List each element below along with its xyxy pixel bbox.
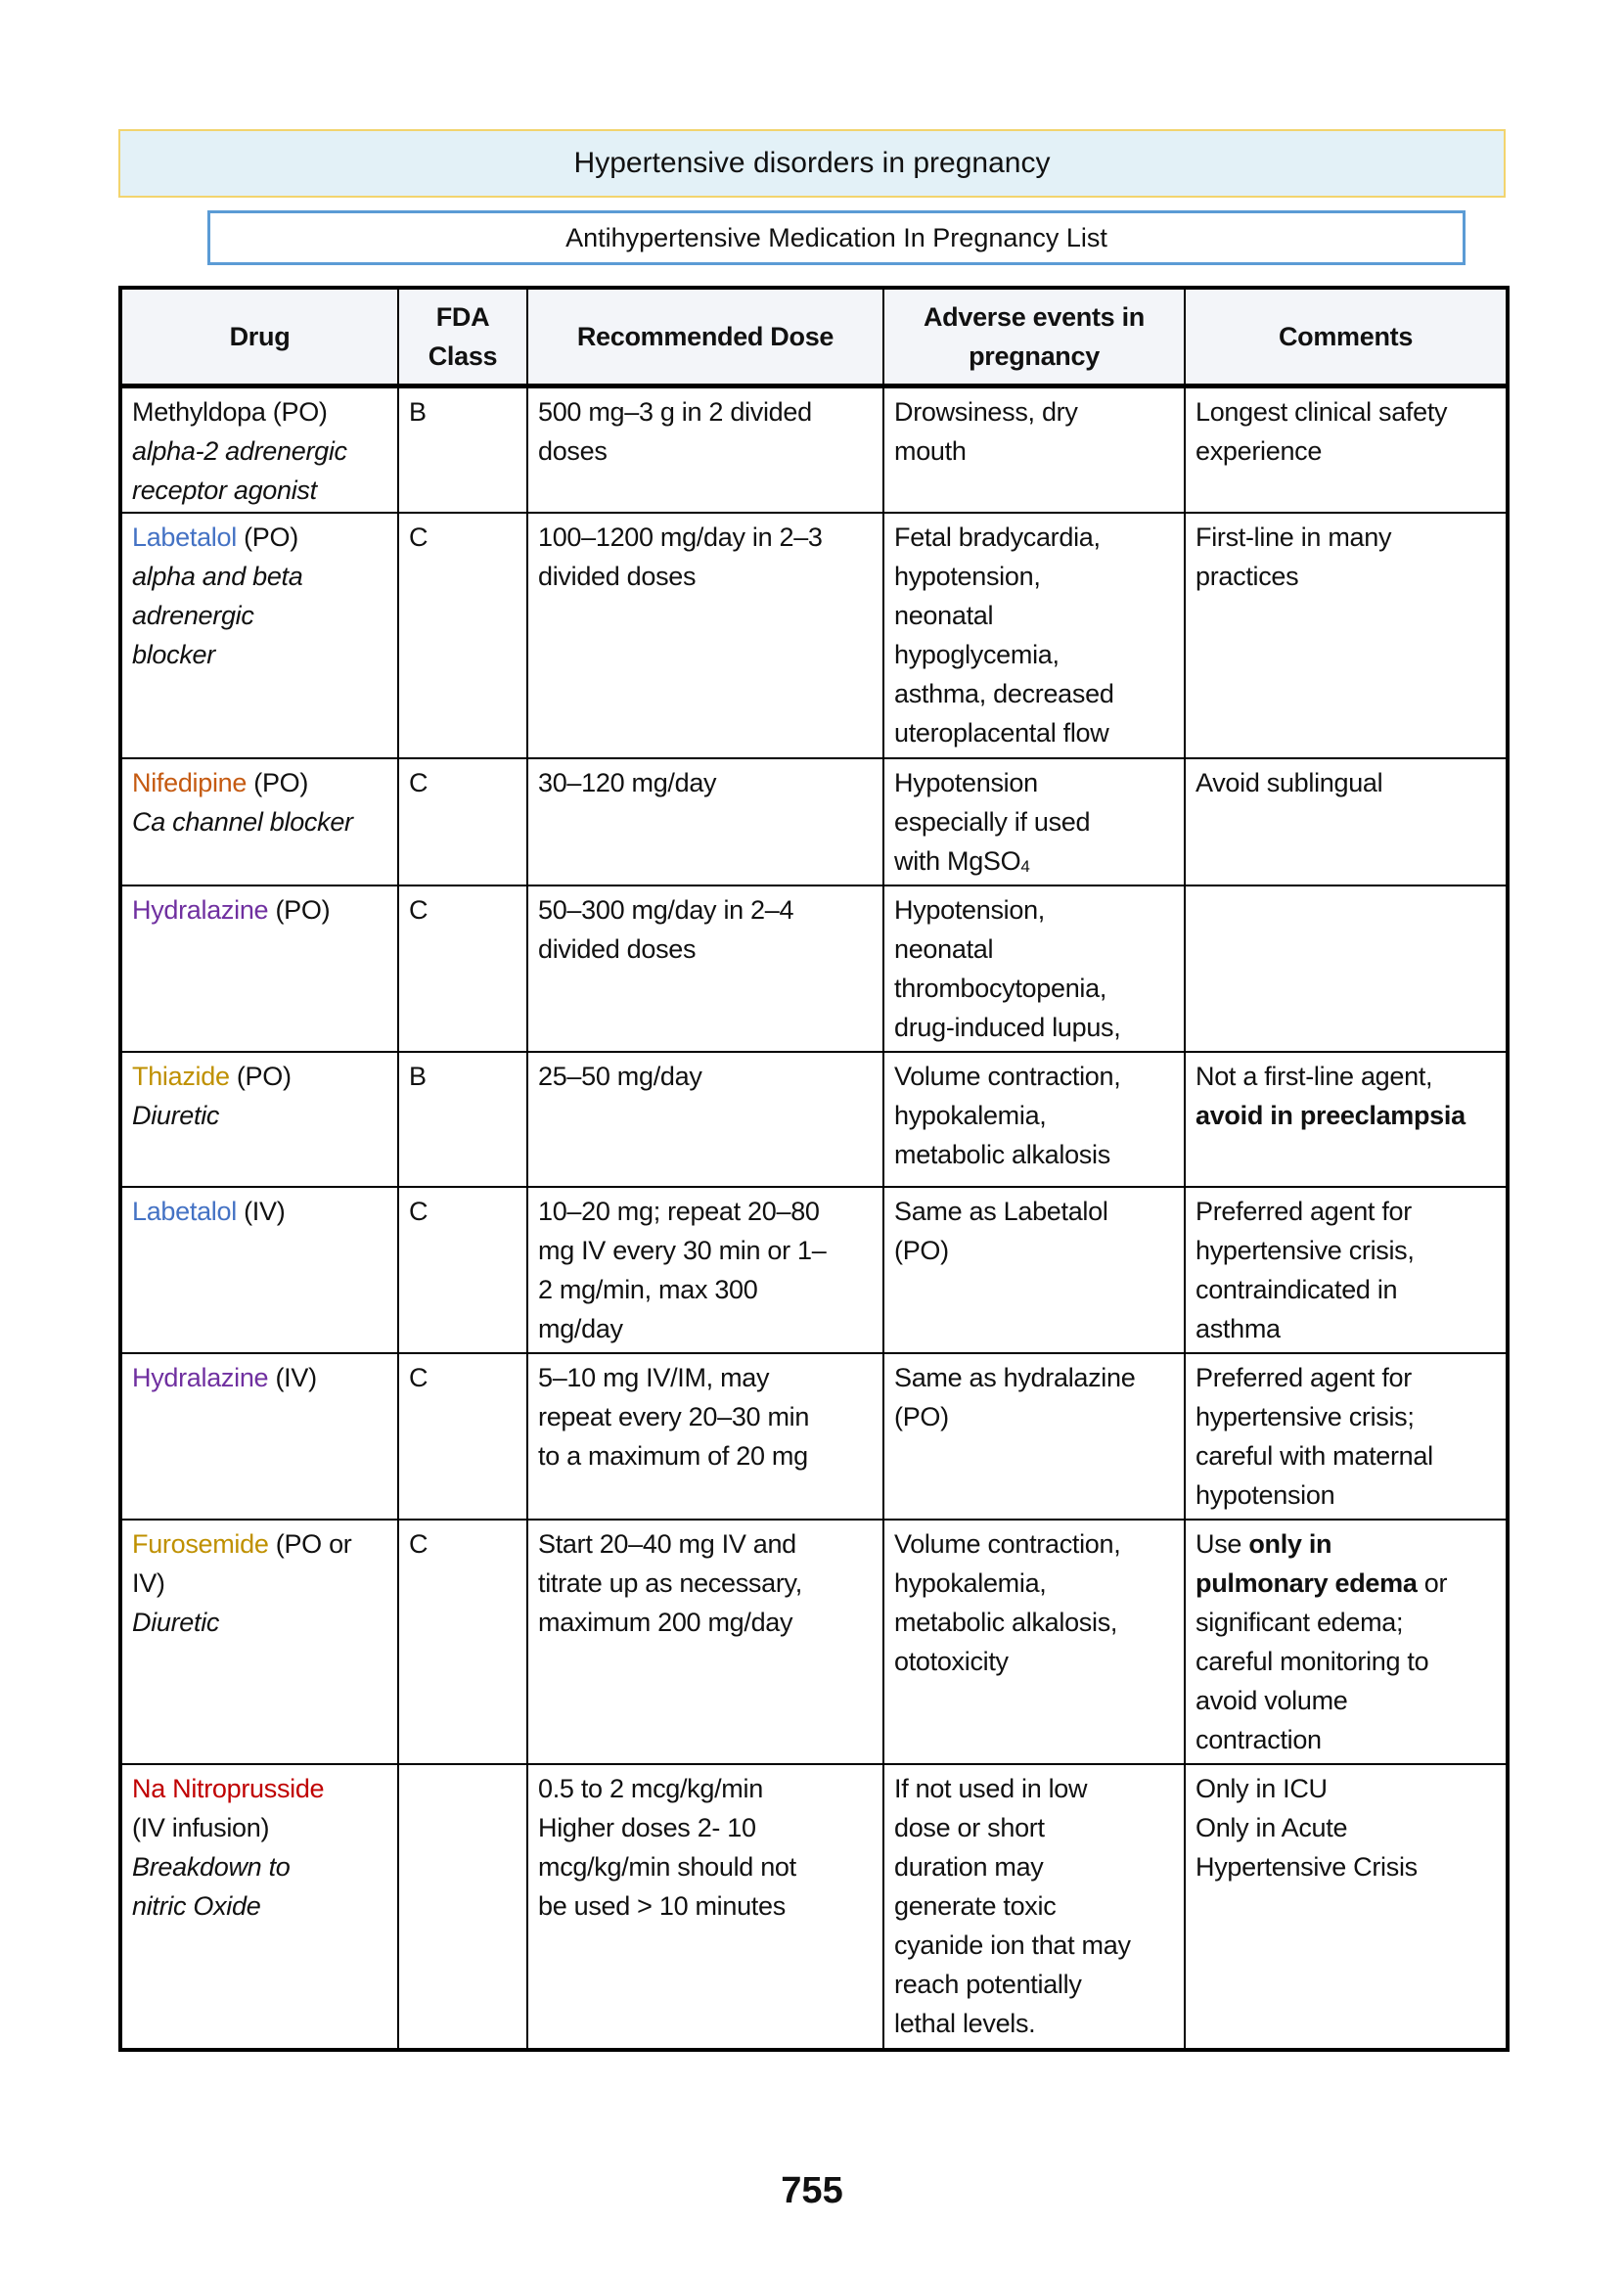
column-header-drug: Drug — [120, 288, 398, 386]
cell-line — [894, 1096, 1176, 1135]
cell-text: to a maximum of 20 mg — [538, 1441, 808, 1471]
cell-text: ototoxicity — [894, 1647, 1009, 1676]
cell-line — [132, 392, 389, 431]
cell-line — [538, 518, 875, 557]
cell-text: hypertensive crisis, — [1195, 1236, 1415, 1265]
cell-line — [1195, 1397, 1498, 1436]
cell-line — [894, 392, 1176, 431]
cell-text: mg IV every 30 min or 1– — [538, 1236, 827, 1265]
dose-cell — [527, 513, 883, 758]
adverse-events-cell — [883, 1764, 1185, 2050]
drug-name: Hydralazine — [132, 1363, 269, 1392]
cell-text: 50–300 mg/day in 2–4 — [538, 895, 794, 925]
table-caption: Antihypertensive Medication In Pregnancy List — [565, 222, 1107, 252]
cell-text: with MgSO — [894, 846, 1021, 876]
cell-line — [1195, 1720, 1498, 1759]
cell-text: (PO) — [894, 1402, 949, 1431]
cell-line — [538, 1436, 875, 1476]
cell-text: C — [409, 895, 429, 925]
dose-cell — [527, 885, 883, 1052]
drug-name: Labetalol — [132, 522, 237, 552]
cell-line — [409, 763, 519, 802]
cell-text: Higher doses 2- 10 — [538, 1813, 756, 1842]
cell-line — [538, 1397, 875, 1436]
drug-cell — [120, 885, 398, 1052]
column-header-comments: Comments — [1185, 288, 1508, 386]
adverse-events-cell — [883, 1353, 1185, 1520]
cell-line — [409, 1057, 519, 1096]
cell-text: divided doses — [538, 934, 697, 964]
cell-line — [894, 1769, 1176, 1808]
cell-text: cyanide ion that may — [894, 1930, 1131, 1960]
cell-line — [538, 1524, 875, 1564]
comments-cell — [1185, 758, 1508, 885]
cell-text: contraction — [1195, 1725, 1322, 1754]
table-row — [120, 885, 1508, 1052]
cell-line — [894, 1231, 1176, 1270]
cell-line — [894, 1564, 1176, 1603]
cell-line — [894, 763, 1176, 802]
cell-text: Start 20–40 mg IV and — [538, 1529, 796, 1559]
dose-cell — [527, 1187, 883, 1353]
cell-line — [1195, 1847, 1498, 1886]
adverse-events-cell — [883, 386, 1185, 513]
cell-text: hypokalemia, — [894, 1568, 1047, 1598]
cell-line — [1195, 1524, 1498, 1564]
cell-text: (PO) — [229, 1062, 292, 1091]
cell-line — [1195, 431, 1498, 471]
cell-text: 25–50 mg/day — [538, 1062, 702, 1091]
cell-text: asthma — [1195, 1314, 1281, 1343]
cell-text: Volume contraction, — [894, 1062, 1121, 1091]
cell-text: 500 mg–3 g in 2 divided — [538, 396, 812, 427]
cell-line — [538, 1270, 875, 1309]
cell-line — [538, 1309, 875, 1348]
drug-name: Thiazide — [132, 1062, 230, 1091]
cell-text: mg/day — [538, 1314, 623, 1343]
cell-text: doses — [538, 435, 608, 466]
dose-cell — [527, 1353, 883, 1520]
cell-text: be used > 10 minutes — [538, 1891, 786, 1921]
cell-line — [1195, 1231, 1498, 1270]
cell-text: Hypotension, — [894, 895, 1045, 925]
cell-line — [1195, 1436, 1498, 1476]
cell-line — [1195, 1769, 1498, 1808]
table-row — [120, 1052, 1508, 1187]
cell-text: 0.5 to 2 mcg/kg/min — [538, 1774, 763, 1803]
cell-text: IV) — [132, 1568, 165, 1598]
cell-line — [132, 1564, 389, 1603]
cell-line — [1195, 557, 1498, 596]
page-title: Hypertensive disorders in pregnancy — [573, 147, 1051, 179]
cell-text: alpha-2 adrenergic — [132, 435, 347, 466]
cell-text: 100–1200 mg/day in 2–3 — [538, 522, 823, 552]
cell-text: asthma, decreased — [894, 679, 1114, 708]
cell-line — [1195, 763, 1498, 802]
cell-text: Same as Labetalol — [894, 1197, 1108, 1226]
cell-text: Use — [1195, 1529, 1249, 1559]
cell-line — [1195, 1642, 1498, 1681]
adverse-events-cell — [883, 513, 1185, 758]
cell-text: significant edema; — [1195, 1608, 1404, 1637]
cell-text: or — [1417, 1568, 1448, 1598]
drug-name: Nifedipine — [132, 768, 248, 797]
cell-text: 10–20 mg; repeat 20–80 — [538, 1197, 820, 1226]
cell-line — [894, 802, 1176, 841]
drug-cell — [120, 1187, 398, 1353]
cell-text: reach potentially — [894, 1970, 1082, 1999]
table-row — [120, 758, 1508, 885]
cell-line — [1195, 1057, 1498, 1096]
fda-class-cell — [398, 1052, 527, 1187]
drug-cell — [120, 1764, 398, 2050]
cell-line — [894, 890, 1176, 930]
comments-cell — [1185, 513, 1508, 758]
cell-text: careful monitoring to — [1195, 1647, 1429, 1676]
cell-text: B — [409, 1062, 427, 1091]
cell-line — [538, 763, 875, 802]
cell-line — [409, 1358, 519, 1397]
cell-line — [1195, 518, 1498, 557]
cell-text: Avoid sublingual — [1195, 768, 1383, 797]
table-row — [120, 1353, 1508, 1520]
column-header-dose: Recommended Dose — [527, 288, 883, 386]
cell-line — [538, 890, 875, 930]
cell-line — [894, 1358, 1176, 1397]
cell-line — [132, 471, 389, 510]
cell-line — [894, 1965, 1176, 2004]
cell-line — [894, 969, 1176, 1008]
cell-line — [894, 1847, 1176, 1886]
drug-cell — [120, 1052, 398, 1187]
cell-line — [132, 1808, 389, 1847]
cell-text: titrate up as necessary, — [538, 1568, 802, 1598]
cell-line — [894, 713, 1176, 752]
cell-line — [894, 1057, 1176, 1096]
cell-text: blocker — [132, 640, 215, 669]
cell-text: hypertensive crisis; — [1195, 1402, 1415, 1431]
adverse-events-cell — [883, 758, 1185, 885]
comments-cell — [1185, 386, 1508, 513]
cell-line — [409, 1524, 519, 1564]
cell-text: Fetal bradycardia, — [894, 522, 1101, 552]
cell-text: experience — [1195, 435, 1323, 466]
cell-text: Only in Acute — [1195, 1813, 1348, 1842]
cell-text: Same as hydralazine — [894, 1363, 1136, 1392]
drug-name: Hydralazine — [132, 895, 269, 925]
drug-name: Labetalol — [132, 1197, 237, 1226]
cell-line — [538, 1057, 875, 1096]
cell-line — [894, 557, 1176, 596]
fda-class-cell — [398, 885, 527, 1052]
adverse-events-cell — [883, 1052, 1185, 1187]
cell-line — [894, 518, 1176, 557]
cell-line — [894, 635, 1176, 674]
fda-class-cell — [398, 758, 527, 885]
cell-line — [894, 1926, 1176, 1965]
cell-line — [132, 1603, 389, 1642]
cell-text: B — [409, 396, 427, 427]
cell-text: Only in ICU — [1195, 1774, 1328, 1803]
cell-line — [538, 557, 875, 596]
cell-line — [132, 1524, 389, 1564]
cell-text: (IV) — [236, 1197, 286, 1226]
cell-line — [1195, 1681, 1498, 1720]
cell-text: 5–10 mg IV/IM, may — [538, 1363, 770, 1392]
cell-text: avoid in preeclampsia — [1195, 1101, 1466, 1130]
comments-cell — [1185, 1520, 1508, 1764]
cell-text: receptor agonist — [132, 475, 317, 505]
comments-cell — [1185, 1764, 1508, 2050]
cell-text: lethal levels. — [894, 2009, 1036, 2038]
cell-text: Ca channel blocker — [132, 807, 353, 837]
table-row — [120, 386, 1508, 513]
cell-line — [538, 392, 875, 431]
cell-line — [894, 431, 1176, 471]
cell-line — [132, 890, 389, 930]
medication-table — [118, 286, 1510, 2052]
cell-text: Preferred agent for — [1195, 1197, 1412, 1226]
cell-line — [409, 1192, 519, 1231]
drug-cell — [120, 758, 398, 885]
cell-text: hypoglycemia, — [894, 640, 1060, 669]
cell-line — [1195, 1476, 1498, 1515]
cell-line — [132, 1769, 389, 1808]
cell-line — [132, 1096, 389, 1135]
page-title-banner — [118, 129, 1506, 198]
cell-line — [132, 518, 389, 557]
table-header-row — [120, 288, 1508, 386]
column-header-adverse-events: Adverse events in pregnancy — [883, 288, 1185, 386]
cell-line — [894, 1192, 1176, 1231]
cell-text: hypotension — [1195, 1480, 1335, 1510]
table-row — [120, 1520, 1508, 1764]
cell-line — [132, 1886, 389, 1926]
fda-class-cell — [398, 1187, 527, 1353]
comments-cell — [1185, 1052, 1508, 1187]
cell-text: Diuretic — [132, 1101, 220, 1130]
drug-name: Na Nitroprusside — [132, 1774, 325, 1803]
cell-line — [132, 802, 389, 841]
cell-line — [132, 1847, 389, 1886]
cell-text: nitric Oxide — [132, 1891, 261, 1921]
cell-line — [132, 763, 389, 802]
adverse-events-cell — [883, 1187, 1185, 1353]
cell-line — [409, 890, 519, 930]
dose-cell — [527, 758, 883, 885]
cell-text: duration may — [894, 1852, 1044, 1882]
cell-text: C — [409, 1529, 429, 1559]
comments-cell — [1185, 1187, 1508, 1353]
cell-text: metabolic alkalosis, — [894, 1608, 1118, 1637]
cell-text: 30–120 mg/day — [538, 768, 717, 797]
cell-line — [894, 596, 1176, 635]
cell-line — [538, 1564, 875, 1603]
cell-text: metabolic alkalosis — [894, 1140, 1110, 1169]
cell-text: contraindicated in — [1195, 1275, 1398, 1304]
cell-text: (PO) — [247, 768, 309, 797]
cell-text: practices — [1195, 562, 1299, 591]
table-row — [120, 513, 1508, 758]
cell-text: (IV) — [268, 1363, 317, 1392]
cell-line — [894, 1886, 1176, 1926]
cell-text: dose or short — [894, 1813, 1045, 1842]
cell-text: neonatal — [894, 601, 994, 630]
cell-line — [1195, 1096, 1498, 1135]
cell-line — [132, 1192, 389, 1231]
table-row — [120, 1764, 1508, 2050]
cell-text: hypotension, — [894, 562, 1041, 591]
cell-line — [1195, 1808, 1498, 1847]
cell-text: C — [409, 522, 429, 552]
adverse-events-cell — [883, 1520, 1185, 1764]
cell-text: neonatal — [894, 934, 994, 964]
cell-text: thrombocytopenia, — [894, 974, 1107, 1003]
cell-text: Breakdown to — [132, 1852, 291, 1882]
cell-line — [132, 557, 389, 596]
cell-text: Volume contraction, — [894, 1529, 1121, 1559]
drug-name: Furosemide — [132, 1529, 269, 1559]
cell-line — [538, 431, 875, 471]
cell-line — [894, 1524, 1176, 1564]
cell-line — [538, 1808, 875, 1847]
dose-cell — [527, 386, 883, 513]
dose-cell — [527, 1520, 883, 1764]
fda-class-cell — [398, 1764, 527, 2050]
cell-line — [1195, 1192, 1498, 1231]
cell-text: Methyldopa (PO) — [132, 396, 328, 427]
cell-line — [132, 1057, 389, 1096]
cell-text: Diuretic — [132, 1608, 220, 1637]
subscript: 4 — [1020, 857, 1030, 876]
cell-text: Longest clinical safety — [1195, 396, 1448, 427]
cell-text: alpha and beta — [132, 562, 303, 591]
cell-text: generate toxic — [894, 1891, 1057, 1921]
cell-text: C — [409, 1363, 429, 1392]
cell-text: Hypertensive Crisis — [1195, 1852, 1418, 1882]
cell-text: (IV infusion) — [132, 1813, 270, 1842]
cell-line — [132, 596, 389, 635]
cell-line — [894, 2004, 1176, 2043]
cell-line — [894, 930, 1176, 969]
fda-class-cell — [398, 1353, 527, 1520]
cell-text: repeat every 20–30 min — [538, 1402, 810, 1431]
cell-line — [894, 1135, 1176, 1174]
cell-line — [132, 1358, 389, 1397]
cell-line — [538, 1886, 875, 1926]
cell-text: avoid volume — [1195, 1686, 1348, 1715]
cell-line — [538, 1231, 875, 1270]
cell-line — [894, 1808, 1176, 1847]
cell-text: (PO) — [894, 1236, 949, 1265]
drug-cell — [120, 1353, 398, 1520]
dose-cell — [527, 1052, 883, 1187]
cell-line — [894, 1008, 1176, 1047]
comments-cell — [1185, 885, 1508, 1052]
cell-text: careful with maternal — [1195, 1441, 1433, 1471]
cell-text: divided doses — [538, 562, 697, 591]
cell-text: If not used in low — [894, 1774, 1088, 1803]
drug-cell — [120, 1520, 398, 1764]
page-number: 755 — [781, 2170, 843, 2211]
cell-text: (PO) — [268, 895, 331, 925]
cell-text: especially if used — [894, 807, 1091, 837]
cell-line — [409, 518, 519, 557]
fda-class-cell — [398, 1520, 527, 1764]
cell-line — [409, 392, 519, 431]
table-row — [120, 1187, 1508, 1353]
cell-line — [538, 1192, 875, 1231]
cell-text: (PO or — [268, 1529, 352, 1559]
cell-line — [538, 1769, 875, 1808]
cell-text: hypokalemia, — [894, 1101, 1047, 1130]
cell-text: 2 mg/min, max 300 — [538, 1275, 758, 1304]
cell-line — [132, 635, 389, 674]
cell-text: drug-induced lupus, — [894, 1013, 1121, 1042]
cell-line — [1195, 1309, 1498, 1348]
cell-text: uteroplacental flow — [894, 718, 1109, 748]
cell-text: adrenergic — [132, 601, 254, 630]
cell-line — [1195, 392, 1498, 431]
fda-class-cell — [398, 513, 527, 758]
cell-line — [538, 930, 875, 969]
cell-text: Hypotension — [894, 768, 1038, 797]
drug-cell — [120, 513, 398, 758]
cell-line — [894, 1397, 1176, 1436]
cell-line — [538, 1603, 875, 1642]
cell-line — [894, 674, 1176, 713]
cell-line — [132, 431, 389, 471]
cell-text: mouth — [894, 435, 967, 466]
cell-text: mcg/kg/min should not — [538, 1852, 796, 1882]
comments-cell — [1185, 1353, 1508, 1520]
fda-class-cell — [398, 386, 527, 513]
cell-text: only in — [1248, 1529, 1332, 1559]
cell-text: C — [409, 768, 429, 797]
cell-line — [1195, 1603, 1498, 1642]
column-header-fda-class: FDA Class — [398, 288, 527, 386]
cell-text: maximum 200 mg/day — [538, 1608, 793, 1637]
table-caption-box — [207, 210, 1466, 265]
cell-line — [1195, 1358, 1498, 1397]
cell-line — [1195, 1564, 1498, 1603]
cell-text: First-line in many — [1195, 522, 1392, 552]
cell-text: Preferred agent for — [1195, 1363, 1412, 1392]
cell-line — [1195, 1270, 1498, 1309]
adverse-events-cell — [883, 885, 1185, 1052]
cell-text: pulmonary edema — [1195, 1568, 1418, 1598]
cell-text: (PO) — [236, 522, 298, 552]
cell-line — [538, 1358, 875, 1397]
cell-text: C — [409, 1197, 429, 1226]
cell-line — [894, 1642, 1176, 1681]
dose-cell — [527, 1764, 883, 2050]
cell-text: Not a first-line agent, — [1195, 1062, 1433, 1091]
cell-text: Drowsiness, dry — [894, 396, 1078, 427]
cell-line — [894, 1603, 1176, 1642]
drug-cell — [120, 386, 398, 513]
cell-line — [538, 1847, 875, 1886]
cell-line — [894, 841, 1176, 881]
